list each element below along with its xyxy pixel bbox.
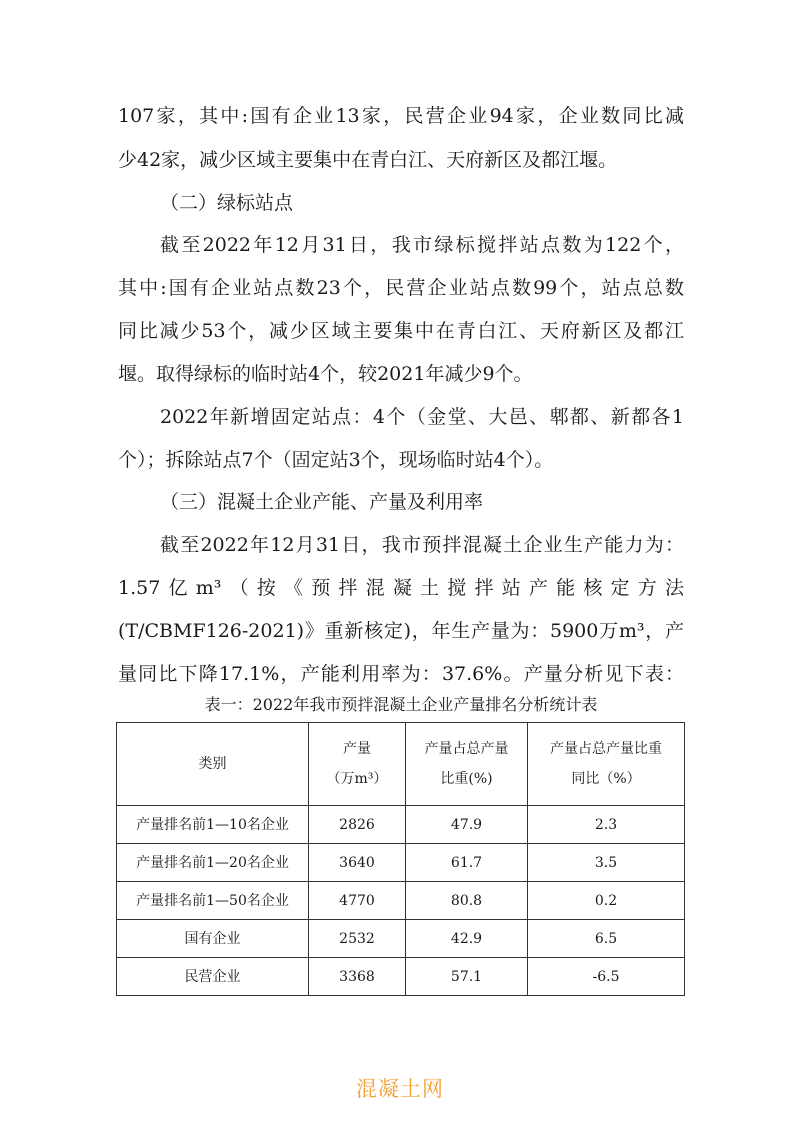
site-watermark: 混凝土网 — [356, 1077, 444, 1101]
cell-category: 国有企业 — [117, 920, 309, 958]
cell-yoy: 3.5 — [528, 844, 685, 882]
cell-yoy: 0.2 — [528, 882, 685, 920]
cell-output: 2532 — [309, 920, 406, 958]
cell-share: 57.1 — [406, 958, 528, 996]
header-share-line2: 比重(%) — [440, 771, 493, 787]
cell-output: 3640 — [309, 844, 406, 882]
output-ranking-table — [116, 722, 685, 996]
cell-category: 产量排名前1—20名企业 — [117, 844, 309, 882]
cell-share: 42.9 — [406, 920, 528, 958]
cell-output: 4770 — [309, 882, 406, 920]
table-row — [117, 920, 685, 958]
paragraph2-line4: 堰。取得绿标的临时站4个，较2021年减少9个。 — [118, 363, 533, 385]
section2-heading: （二）绿标站点 — [160, 192, 294, 214]
cell-category: 民营企业 — [117, 958, 309, 996]
paragraph1-line1: 107家，其中:国有企业13家，民营企业94家，企业数同比减 — [118, 105, 684, 127]
paragraph3-line1: 2022年新增固定站点：4个（金堂、大邑、郫都、新都各1 — [160, 406, 684, 428]
paragraph2-line1: 截至2022年12月31日，我市绿标搅拌站点数为122个， — [160, 234, 684, 256]
cell-share: 47.9 — [406, 806, 528, 844]
header-yoy-line2: 同比（%） — [571, 771, 641, 787]
table-row — [117, 806, 685, 844]
paragraph2-line3: 同比减少53个，减少区域主要集中在青白江、天府新区及都江 — [118, 320, 684, 342]
cell-yoy: 2.3 — [528, 806, 685, 844]
cell-output: 3368 — [309, 958, 406, 996]
table-caption: 表一：2022年我市预拌混凝土企业产量排名分析统计表 — [204, 695, 598, 714]
paragraph2-line2: 其中:国有企业站点数23个，民营企业站点数99个，站点总数 — [118, 277, 684, 299]
header-output-line2: （万m³） — [326, 771, 388, 787]
header-share — [406, 723, 528, 806]
cell-category: 产量排名前1—50名企业 — [117, 882, 309, 920]
paragraph4-line1: 截至2022年12月31日，我市预拌混凝土企业生产能力为： — [160, 534, 684, 556]
cell-output: 2826 — [309, 806, 406, 844]
table-row — [117, 958, 685, 996]
table-header-row — [117, 723, 685, 806]
table-row — [117, 882, 685, 920]
cell-yoy: -6.5 — [528, 958, 685, 996]
header-share-line1: 产量占总产量 — [424, 741, 509, 757]
paragraph4-line4: 量同比下降17.1%，产能利用率为：37.6%。产量分析见下表： — [118, 663, 684, 685]
header-category: 类别 — [117, 723, 309, 806]
cell-share: 61.7 — [406, 844, 528, 882]
header-output-line1: 产量 — [343, 741, 371, 757]
cell-share: 80.8 — [406, 882, 528, 920]
cell-yoy: 6.5 — [528, 920, 685, 958]
paragraph3-line2: 个）；拆除站点7个（固定站3个，现场临时站4个）。 — [118, 449, 554, 471]
header-yoy-line1: 产量占总产量比重 — [550, 741, 662, 757]
paragraph4-line3: (T/CBMF126-2021)》重新核定)，年生产量为：5900万m³，产 — [118, 620, 684, 642]
paragraph1-line2: 少42家，减少区域主要集中在青白江、天府新区及都江堰。 — [118, 149, 618, 171]
table-row — [117, 844, 685, 882]
section3-heading: （三）混凝土企业产能、产量及利用率 — [160, 491, 484, 513]
header-output — [309, 723, 406, 806]
paragraph4-line2: 1.57亿m³（按《预拌混凝土搅拌站产能核定方法 — [118, 577, 684, 599]
header-yoy — [528, 723, 685, 806]
cell-category: 产量排名前1—10名企业 — [117, 806, 309, 844]
